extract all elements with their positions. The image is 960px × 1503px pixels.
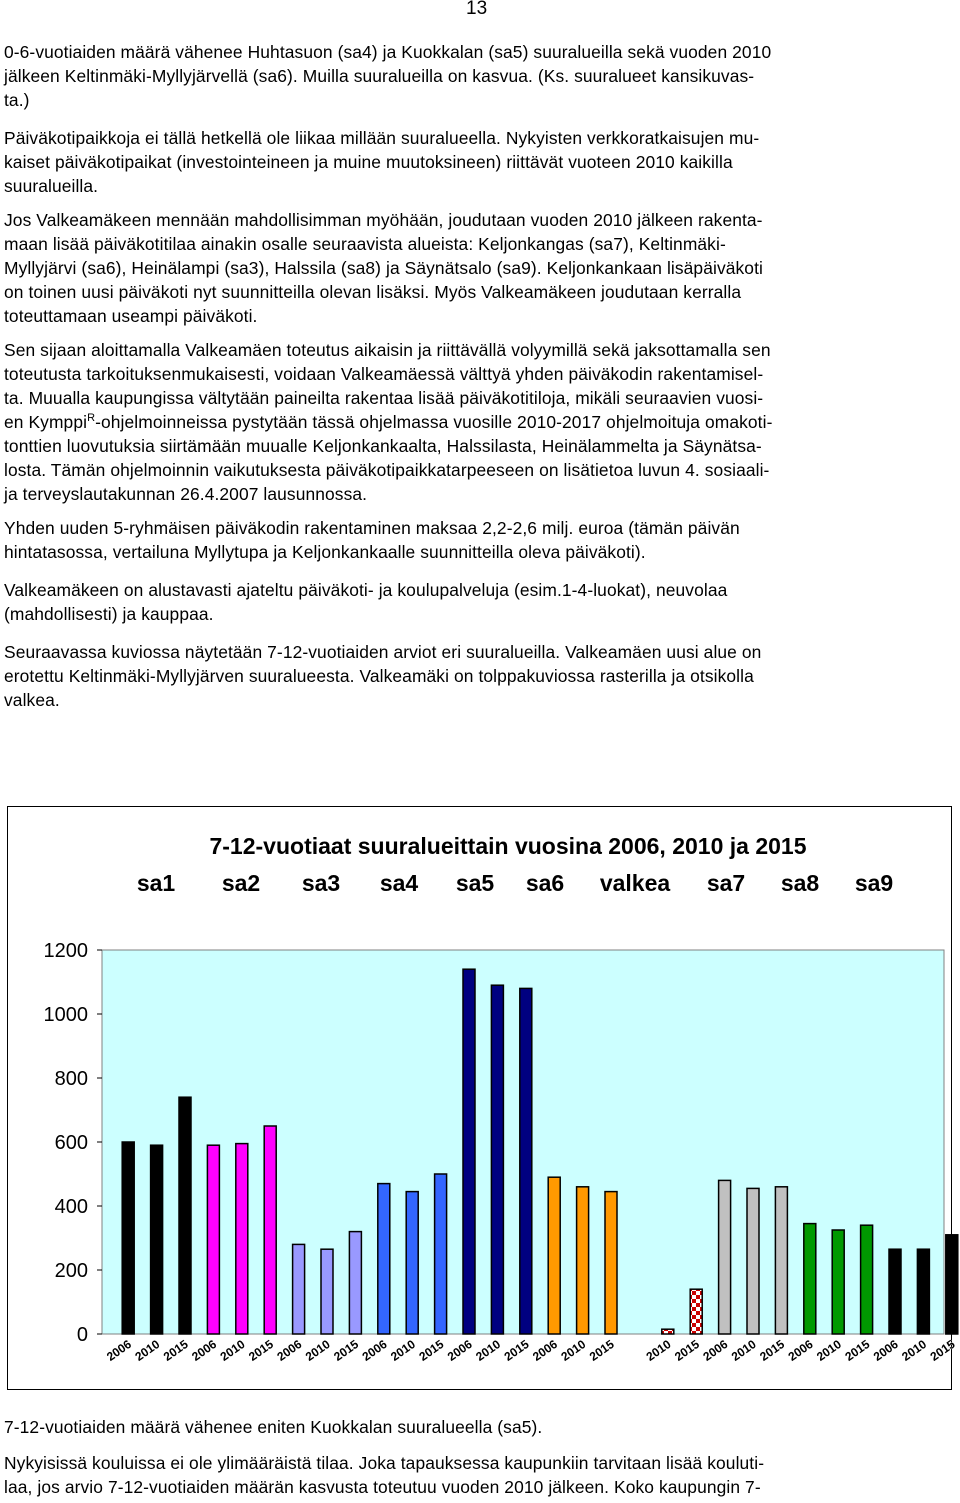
text-line: ja terveyslautakunnan 26.4.2007 lausunnossa. — [4, 484, 368, 504]
chart-subtitle-label: sa8 — [780, 870, 820, 896]
text-line: suuralueilla. — [4, 176, 99, 196]
x-tick-label: 2010 — [217, 1336, 248, 1364]
text-line: maan lisää päiväkotitilaa ainakin osalle seuraavista alueista: Keljonkangas (sa7), Keltinmäki- — [4, 234, 726, 254]
bar-sa4-2006 — [378, 1184, 390, 1334]
x-tick-label: 2010 — [899, 1336, 930, 1364]
bar-sa9-2010 — [917, 1249, 929, 1334]
x-tick-label: 2006 — [189, 1336, 220, 1364]
bar-sa1-2010 — [151, 1145, 163, 1334]
chart-subtitle-label: valkea — [599, 870, 671, 896]
bar-chart — [8, 807, 958, 1389]
text-line: valkea. — [4, 690, 60, 710]
bar-sa1-2006 — [122, 1142, 134, 1334]
y-tick-label: 600 — [54, 1132, 88, 1154]
paragraph-1 — [4, 40, 954, 112]
x-tick-label: 2010 — [728, 1336, 759, 1364]
x-tick-label: 2015 — [757, 1336, 788, 1364]
x-tick-label: 2006 — [359, 1336, 390, 1364]
bar-sa2-2015 — [264, 1126, 276, 1334]
x-tick-label: 2010 — [302, 1336, 333, 1364]
bar-sa6-2015 — [605, 1192, 617, 1334]
text-line: Myllyjärvi (sa6), Heinälampi (sa3), Halssila (sa8) ja Säynätsalo (sa9). Keljonkankaan lisäpäiväkoti — [4, 258, 763, 278]
bar-sa2-2010 — [236, 1144, 248, 1334]
text-line: hintatasossa, vertailuna Myllytupa ja Keljonkankaalle suunnitteilla oleva päiväkoti). — [4, 542, 646, 562]
bar-sa2-2006 — [207, 1145, 219, 1334]
y-axis — [44, 940, 103, 1346]
x-tick-label: 2010 — [814, 1336, 844, 1364]
y-tick-label: 0 — [76, 1324, 88, 1346]
x-tick-label: 2015 — [501, 1336, 532, 1364]
x-tick-label: 2015 — [927, 1336, 958, 1364]
x-tick-label: 2010 — [388, 1336, 418, 1364]
text-fragment: -ohjelmoinneissa pystytään tässä ohjelmassa vuosille 2010-2017 ohjelmoituja omakoti- — [95, 412, 773, 432]
chart-container — [7, 806, 958, 1390]
bar-sa3-2006 — [293, 1244, 305, 1334]
y-tick-label: 1000 — [43, 1004, 88, 1026]
chart-subtitle-label: sa4 — [379, 870, 419, 896]
x-tick-label: 2015 — [160, 1336, 191, 1364]
x-tick-label: 2015 — [586, 1336, 617, 1364]
text-line: (mahdollisesti) ja kauppaa. — [4, 604, 214, 624]
x-tick-label: 2015 — [672, 1336, 702, 1364]
text-line: losta. Tämän ohjelmoinnin vaikutuksesta päiväkotipaikkatarpeeseen on lisätietoa luvun 4. sosiaali- — [4, 460, 770, 480]
bar-sa3-2015 — [349, 1232, 361, 1334]
x-tick-label: 2006 — [104, 1336, 134, 1364]
chart-subtitle — [137, 870, 893, 896]
text-fragment: en Kymppi — [4, 412, 88, 432]
bar-sa4-2010 — [406, 1192, 418, 1334]
x-tick-label: 2015 — [842, 1336, 873, 1364]
chart-subtitle-label: sa6 — [525, 870, 565, 896]
text-line: Päiväkotipaikkoja ei tällä hetkellä ole liikaa millään suuralueella. Nykyisten verkkoratkaisujen mu- — [4, 128, 760, 148]
bar-sa5-2006 — [463, 969, 475, 1334]
text-line: tonttien luovutuksia siirtämään muualle Keljonkankaalta, Halssilasta, Heinälammelta ja Säynätsa- — [4, 436, 762, 456]
y-tick-label: 1200 — [43, 940, 88, 962]
y-tick-label: 200 — [54, 1260, 88, 1282]
bar-sa9-2006 — [889, 1249, 901, 1334]
chart-subtitle-label: sa3 — [301, 870, 341, 896]
bar-sa5-2010 — [491, 985, 503, 1334]
bar-sa8-2006 — [804, 1224, 816, 1334]
x-tick-label: 2010 — [643, 1336, 674, 1364]
text-block-bottom — [4, 1415, 954, 1499]
x-tick-label: 2015 — [246, 1336, 276, 1364]
text-line: Nykyisissä kouluissa ei ole ylimääräistä tilaa. Joka tapauksessa kaupunkiin tarvitaan lisää kouluti- — [4, 1453, 765, 1473]
chart-subtitle-label: sa5 — [455, 870, 495, 896]
x-tick-label: 2006 — [530, 1336, 560, 1364]
text-block-top — [4, 40, 954, 712]
superscript-r: R — [87, 412, 96, 425]
bar-sa8-2010 — [832, 1230, 844, 1334]
x-tick-label: 2006 — [444, 1336, 475, 1364]
paragraph-6 — [4, 578, 954, 626]
bar-sa7-2010 — [747, 1188, 759, 1334]
bar-sa1-2015 — [179, 1097, 191, 1334]
paragraph-7 — [4, 640, 954, 712]
text-line: Sen sijaan aloittamalla Valkeamäen toteutus aikaisin ja riittävällä volyymillä sekä jaksottamalla sen — [4, 340, 771, 360]
x-tick-label: 2006 — [870, 1336, 901, 1364]
chart-subtitle-label: sa2 — [221, 870, 261, 896]
bar-valkea-2015 — [690, 1289, 702, 1334]
bar-sa6-2006 — [548, 1177, 560, 1334]
paragraph-3 — [4, 208, 954, 328]
text-line: ta.) — [4, 90, 30, 110]
text-line: 0-6-vuotiaiden määrä vähenee Huhtasuon (sa4) ja Kuokkalan (sa5) suuralueilla sekä vuoden 2010 — [4, 42, 772, 62]
x-tick-label: 2010 — [473, 1336, 504, 1364]
text-line: kaiset päiväkotipaikat (investointeineen ja muine muutoksineen) riittävät vuoteen 2010 kaikilla — [4, 152, 733, 172]
y-tick-label: 400 — [54, 1196, 88, 1218]
x-tick-label: 2015 — [331, 1336, 362, 1364]
paragraph-after-chart-1: 7-12-vuotiaiden määrä vähenee eniten Kuokkalan suuralueella (sa5). — [4, 1417, 543, 1437]
text-line: toteutusta tarkoituksenmukaisesti, voidaan Valkeamäessä välttyä yhden päiväkodin rakentamisel- — [4, 364, 764, 384]
bar-sa9-2015 — [946, 1235, 958, 1334]
x-axis — [104, 1337, 958, 1364]
bar-sa4-2015 — [435, 1174, 447, 1334]
page-number: 13 — [466, 0, 488, 19]
text-line: ta. Muualla kaupungissa vältytään paineilta rakentaa lisää päiväkotitiloja, mikäli seuraavien vuosi- — [4, 388, 764, 408]
text-line: Seuraavassa kuviossa näytetään 7-12-vuotiaiden arviot eri suuralueilla. Valkeamäen uusi alue on — [4, 642, 762, 662]
text-line: toteuttamaan useampi päiväkoti. — [4, 306, 258, 326]
bar-valkea-2010 — [662, 1329, 674, 1334]
bar-sa8-2015 — [861, 1225, 873, 1334]
bar-sa7-2006 — [719, 1180, 731, 1334]
x-tick-label: 2006 — [274, 1336, 305, 1364]
y-tick-label: 800 — [54, 1068, 88, 1090]
text-line: on toinen uusi päiväkoti nyt suunnitteilla olevan lisäksi. Myös Valkeamäkeen joudutaan kerralla — [4, 282, 742, 302]
text-line: Valkeamäkeen on alustavasti ajateltu päiväkoti- ja koulupalveluja (esim.1-4-luokat), neuvolaa — [4, 580, 728, 600]
paragraph-4 — [4, 338, 954, 506]
bar-sa6-2010 — [577, 1187, 589, 1334]
chart-subtitle-label: sa9 — [854, 870, 894, 896]
text-line — [4, 412, 772, 432]
text-line: Yhden uuden 5-ryhmäisen päiväkodin rakentaminen maksaa 2,2-2,6 milj. euroa (tämän päivän — [4, 518, 740, 538]
text-line: laa, jos arvio 7-12-vuotiaiden määrän kasvusta toteutuu vuoden 2010 jälkeen. Koko kaupungin 7- — [4, 1477, 761, 1497]
chart-subtitle-label: sa7 — [706, 870, 746, 896]
bar-sa7-2015 — [775, 1187, 787, 1334]
text-line: jälkeen Keltinmäki-Myllyjärvellä (sa6). Muilla suuralueilla on kasvua. (Ks. suuralueet kansikuvas- — [4, 66, 755, 86]
text-line: erotettu Keltinmäki-Myllyjärven suuralueesta. Valkeamäki on tolppakuviossa rasterilla ja otsikolla — [4, 666, 754, 686]
x-tick-label: 2010 — [132, 1336, 163, 1364]
x-tick-label: 2006 — [785, 1336, 816, 1364]
bar-sa5-2015 — [520, 988, 532, 1334]
text-line: Jos Valkeamäkeen mennään mahdollisimman myöhään, joudutaan vuoden 2010 jälkeen rakenta- — [4, 210, 763, 230]
paragraph-after-chart-2 — [4, 1451, 954, 1499]
chart-subtitle-label: sa1 — [136, 870, 176, 896]
x-tick-label: 2006 — [700, 1336, 731, 1364]
x-tick-label: 2010 — [558, 1336, 589, 1364]
chart-title: 7-12-vuotiaat suuralueittain vuosina 2006, 2010 ja 2015 — [209, 833, 807, 859]
x-tick-label: 2015 — [416, 1336, 447, 1364]
bar-sa3-2010 — [321, 1249, 333, 1334]
paragraph-5 — [4, 516, 954, 564]
paragraph-2 — [4, 126, 954, 198]
